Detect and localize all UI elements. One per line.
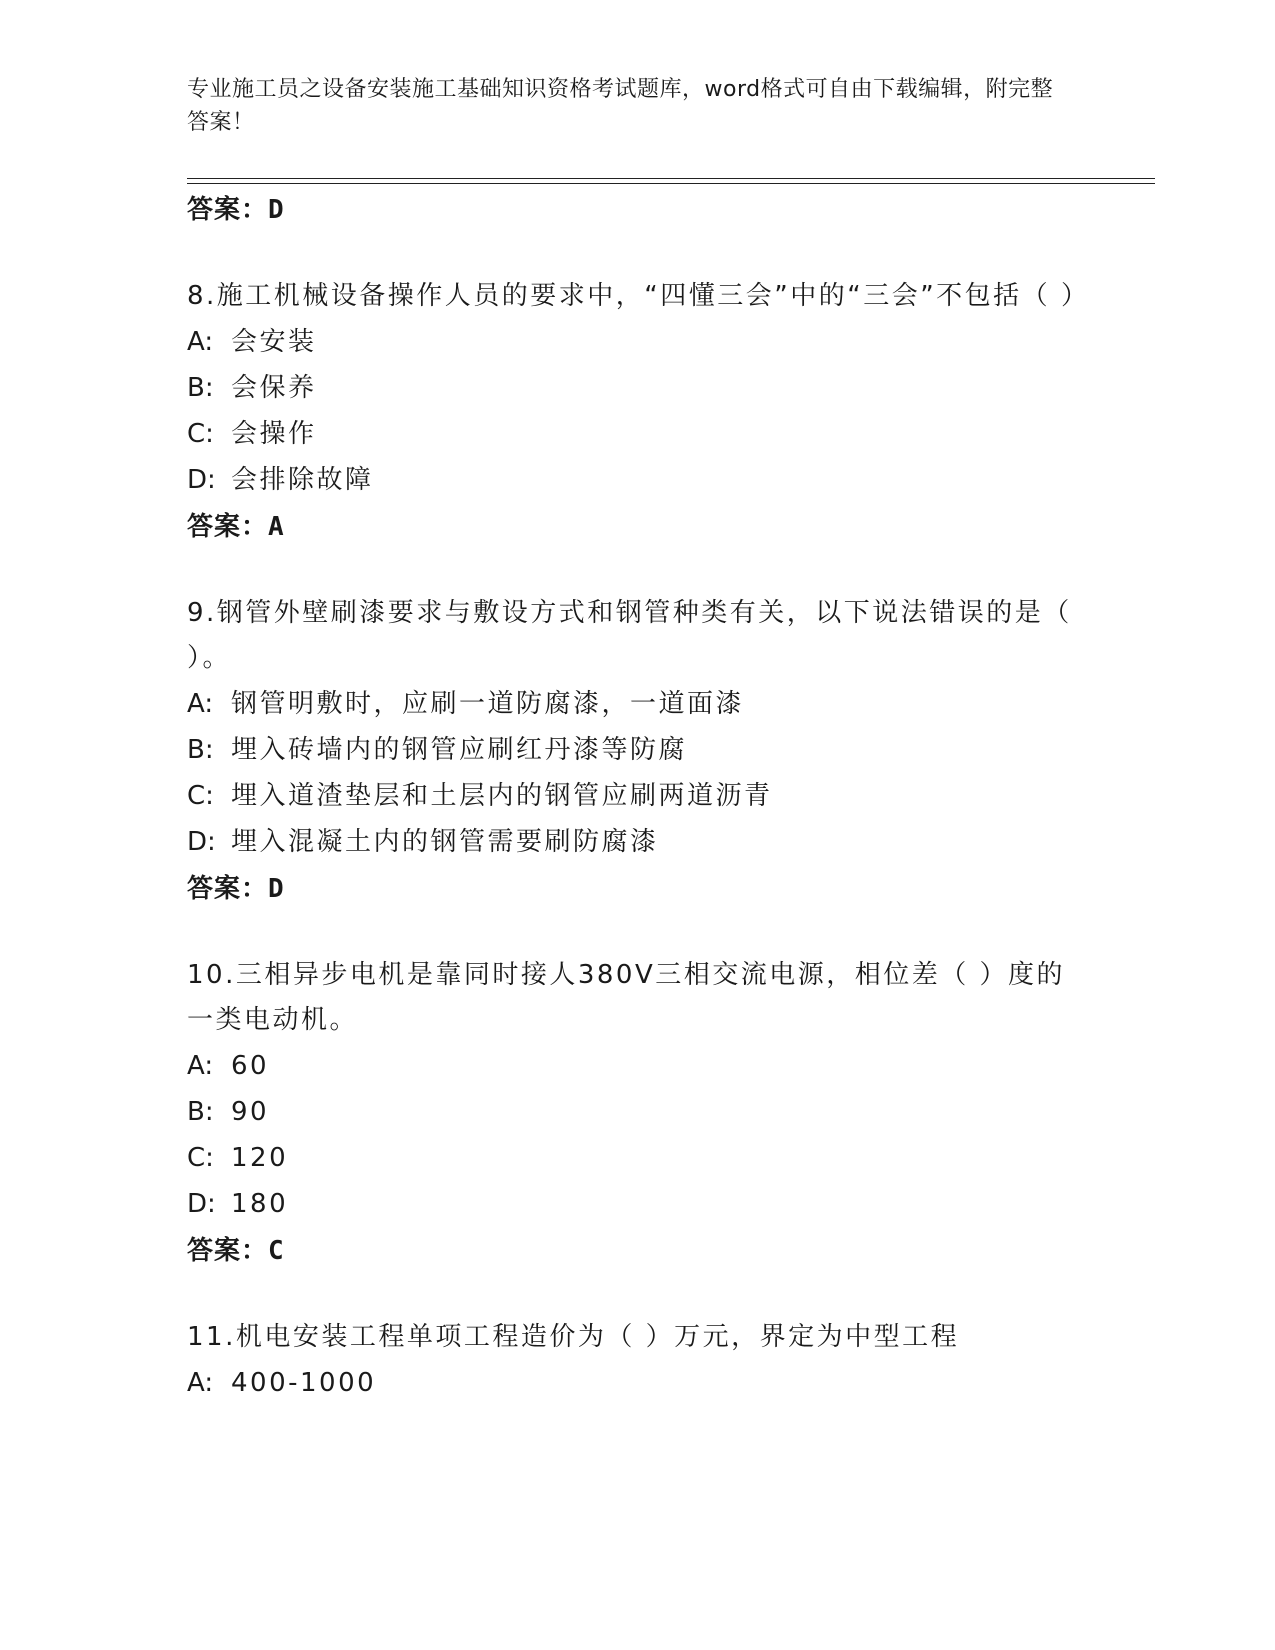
question-text: 10.三相异步电机是靠同时接人380V三相交流电源，相位差（ ）度的一类电动机。 bbox=[187, 960, 1066, 1035]
header-rule-bottom bbox=[187, 183, 1155, 184]
question-block bbox=[187, 953, 1087, 1275]
option-text: 会安装 bbox=[231, 327, 317, 357]
option-text: 会保养 bbox=[231, 373, 317, 403]
question-block bbox=[187, 591, 1087, 913]
option-b bbox=[187, 365, 1087, 411]
answer-value: D bbox=[268, 195, 285, 225]
option-d bbox=[187, 1181, 1087, 1227]
option-c bbox=[187, 1135, 1087, 1181]
option-letter: A: bbox=[187, 689, 214, 719]
option-text: 会操作 bbox=[231, 419, 317, 449]
option-a bbox=[187, 1360, 1087, 1406]
option-letter: D: bbox=[187, 1189, 216, 1219]
option-text: 120 bbox=[231, 1143, 289, 1173]
option-letter: A: bbox=[187, 327, 214, 357]
option-text: 埋入混凝土内的钢管需要刷防腐漆 bbox=[231, 827, 659, 857]
option-text: 400-1000 bbox=[231, 1368, 377, 1398]
header-rule-top bbox=[187, 178, 1155, 179]
option-a bbox=[187, 319, 1087, 365]
question-text: 11.机电安装工程单项工程造价为（ ）万元，界定为中型工程 bbox=[187, 1322, 960, 1352]
option-letter: C: bbox=[187, 1143, 214, 1173]
header-text: 专业施工员之设备安装施工基础知识资格考试题库，word格式可自由下载编辑，附完整答案！ bbox=[187, 77, 1054, 135]
answer-label: 答案： bbox=[187, 1236, 269, 1266]
option-letter: D: bbox=[187, 827, 216, 857]
option-c bbox=[187, 773, 1087, 819]
option-text: 90 bbox=[231, 1097, 270, 1127]
option-letter: A: bbox=[187, 1051, 214, 1081]
question-text: 9.钢管外壁刷漆要求与敷设方式和钢管种类有关，以下说法错误的是（ ）。 bbox=[187, 598, 1072, 673]
answer-label: 答案： bbox=[187, 512, 269, 542]
option-letter: B: bbox=[187, 1097, 214, 1127]
answer-line bbox=[187, 186, 1087, 234]
question-block bbox=[187, 1315, 1087, 1406]
option-d bbox=[187, 457, 1087, 503]
option-b bbox=[187, 727, 1087, 773]
question-block bbox=[187, 274, 1090, 551]
option-text: 180 bbox=[231, 1189, 289, 1219]
option-letter: B: bbox=[187, 735, 214, 765]
option-c bbox=[187, 411, 1087, 457]
option-text: 60 bbox=[231, 1051, 270, 1081]
answer-line bbox=[187, 865, 1087, 913]
answer-label: 答案： bbox=[187, 874, 269, 904]
option-b bbox=[187, 1089, 1087, 1135]
option-letter: A: bbox=[187, 1368, 214, 1398]
document-header bbox=[187, 73, 1067, 139]
question-text: 8.施工机械设备操作人员的要求中，“四懂三会”中的“三会”不包括（ ） bbox=[187, 281, 1090, 311]
option-text: 埋入砖墙内的钢管应刷红丹漆等防腐 bbox=[231, 735, 688, 765]
option-letter: D: bbox=[187, 465, 216, 495]
answer-label: 答案： bbox=[187, 195, 269, 225]
option-text: 埋入道渣垫层和土层内的钢管应刷两道沥青 bbox=[231, 781, 773, 811]
option-text: 会排除故障 bbox=[231, 465, 374, 495]
document-body bbox=[187, 186, 1090, 1406]
option-letter: C: bbox=[187, 419, 214, 449]
answer-line bbox=[187, 503, 1087, 551]
answer-value: D bbox=[268, 874, 285, 904]
answer-value: A bbox=[268, 512, 285, 542]
option-a bbox=[187, 681, 1087, 727]
option-letter: C: bbox=[187, 781, 214, 811]
answer-value: C bbox=[268, 1236, 285, 1266]
option-a bbox=[187, 1043, 1087, 1089]
option-d bbox=[187, 819, 1087, 865]
option-letter: B: bbox=[187, 373, 214, 403]
answer-line bbox=[187, 1227, 1087, 1275]
option-text: 钢管明敷时，应刷一道防腐漆，一道面漆 bbox=[231, 689, 745, 719]
